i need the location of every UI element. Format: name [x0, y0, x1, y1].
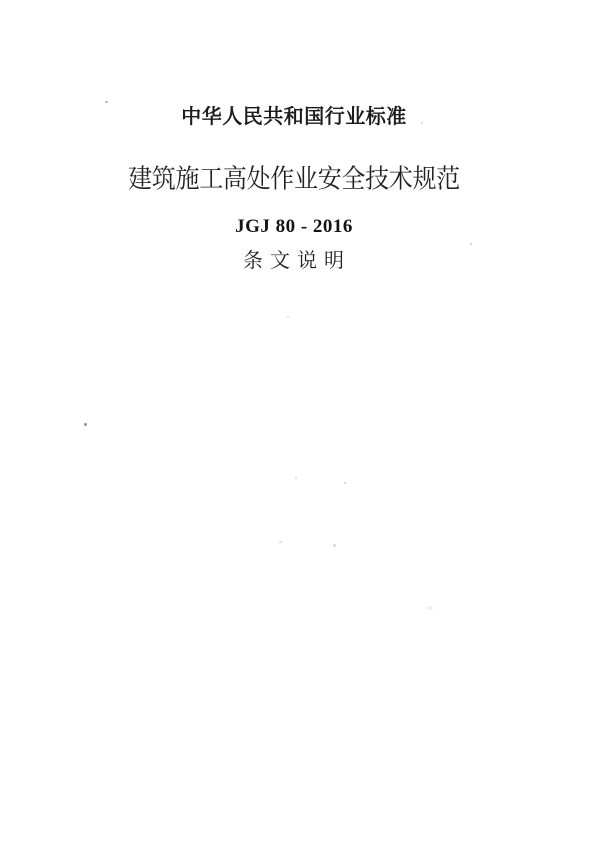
- subtitle-provisions-explanation: 条 文 说 明: [243, 250, 345, 272]
- scan-speck: [105, 101, 108, 103]
- standard-code: JGJ 80 - 2016: [235, 216, 353, 237]
- scan-speck: [287, 316, 289, 318]
- scan-speck: [421, 122, 423, 124]
- scan-speck: [428, 606, 433, 610]
- scan-speck: [295, 477, 297, 479]
- scan-speck: [470, 243, 472, 245]
- standard-class-label: 中华人民共和国行业标准: [181, 106, 407, 128]
- scan-speck: [344, 482, 346, 484]
- document-title: 建筑施工高处作业安全技术规范: [128, 165, 460, 194]
- scan-speck: [333, 544, 336, 547]
- scan-speck: [279, 541, 282, 543]
- scan-speck: [84, 423, 87, 426]
